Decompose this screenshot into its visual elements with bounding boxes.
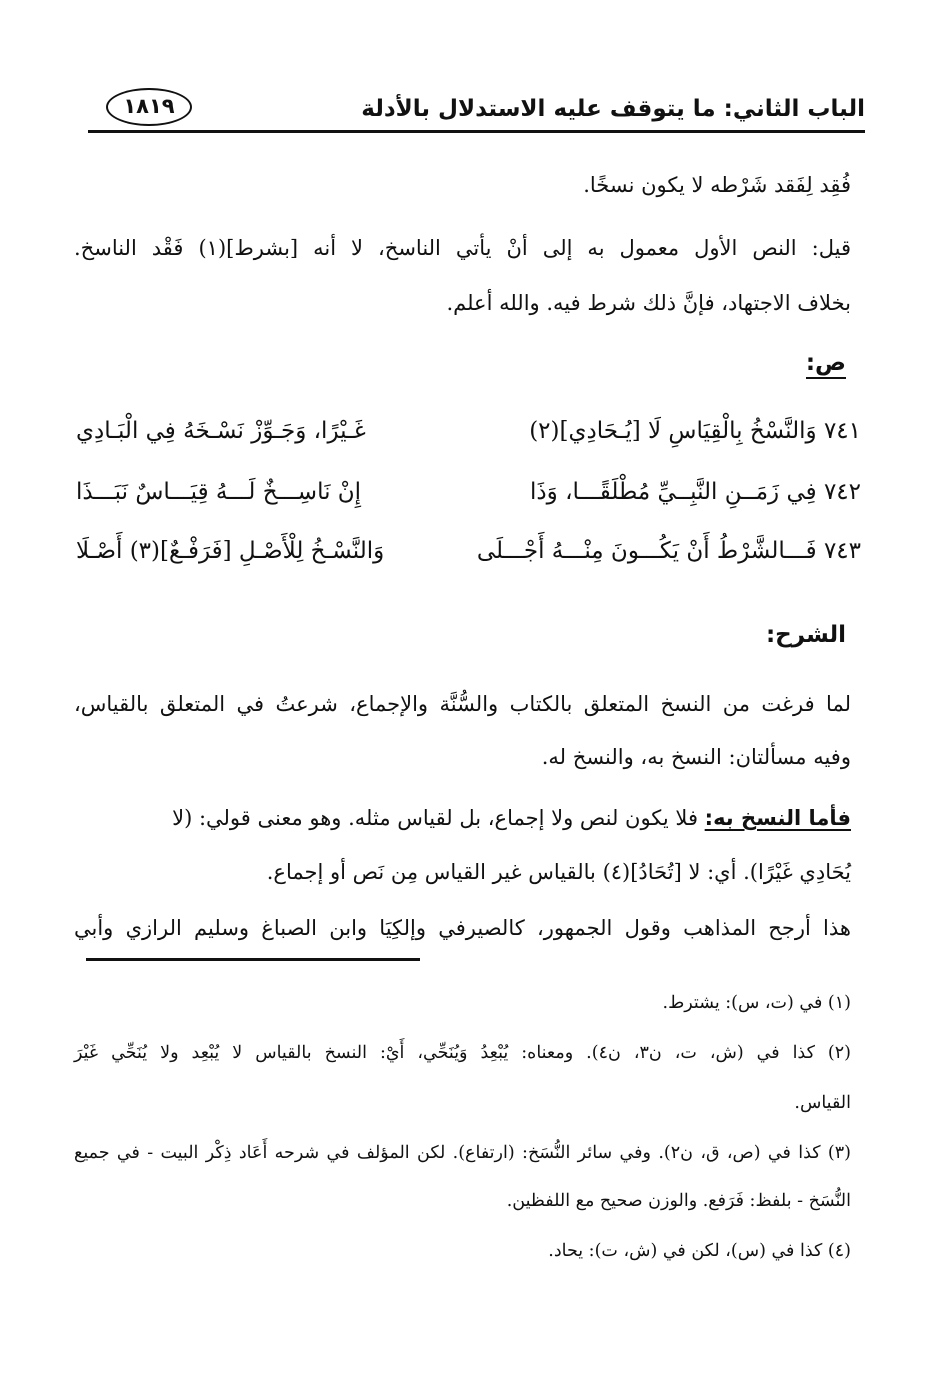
verse-line [76, 479, 861, 523]
footnote-4: (٤) كذا في (س)، لكن في (ش، ت): يحاد. [548, 1241, 851, 1261]
footnote-2-line2: القياس. [794, 1093, 851, 1113]
chapter-title: الباب الثاني: ما يتوقف عليه الاستدلال بالأدلة [361, 96, 865, 122]
verse-line [76, 538, 861, 582]
verse-first-hemistich: ٧٤١ وَالنَّسْخُ بِالْقِيَاسِ لَا [يُـحَادِي](٢) [529, 418, 861, 444]
verse-line [76, 418, 861, 462]
verse-second-hemistich: إِنْ نَاسِـــخٌ لَـــهُ قِيَـــاسٌ نَبَـــذَا [76, 479, 362, 505]
footnote-3-line2: النُّسَخ - بلفظ: فَرَفع. والوزن صحيح مع اللفظين. [506, 1191, 851, 1211]
commentary-p2-lead: فأما النسخ به: [704, 806, 851, 830]
footnote-3-line1: (٣) كذا في (ص، ق، ن٢). وفي سائر النُّسَخ: (ارتفاع). لكن المؤلف في شرحه أَعَاد ذِكْر البيت - في جميع [74, 1143, 851, 1163]
footnote-separator [86, 958, 420, 961]
verse-heading-label: ص: [806, 350, 846, 379]
commentary-p2-line1-text: فلا يكون لنص ولا إجماع، بل لقياس مثله. وهو معنى قولي: (لا [172, 806, 705, 830]
commentary-p2-line2: يُحَادِي غَيْرًا). أي: لا [تُحَادُ](٤) بالقياس غير القياس مِن نَص أو إجماع. [266, 860, 851, 884]
verse-second-hemistich: وَالنَّسْـخُ لِلْأَصْـلِ [فَرَفْـعٌ](٣) أَصْـلَا [76, 538, 385, 564]
verse-first-hemistich: ٧٤٣ فَـــالشَّرْطُ أَنْ يَكُـــونَ مِنْـــهُ أَجْـــلَى [476, 538, 861, 564]
commentary-p3-line1: هذا أرجح المذاهب وقول الجمهور، كالصيرفي وإلكِيَا وابن الصباغ وسليم الرازي وأبي [74, 916, 851, 940]
verse-heading [806, 350, 846, 376]
header-rule [88, 130, 865, 133]
commentary-p1-line2: وفيه مسألتان: النسخ به، والنسخ له. [541, 745, 851, 769]
verse-first-hemistich: ٧٤٢ فِي زَمَــنِ النَّبِــيِّ مُطْلَقًـــا، وَذَا [530, 479, 861, 505]
verse-second-hemistich: غَـيْرًا، وَجَـوِّزْ نَسْـخَهُ فِي الْبَـادِي [76, 418, 366, 444]
page-number-badge: ١٨١٩ [106, 88, 192, 126]
intro-line-2: قيل: النص الأول معمول به إلى أنْ يأتي الناسخ، لا أنه [بشرط](١) فَقْد الناسخ. [74, 236, 851, 260]
commentary-heading: الشرح: [765, 622, 846, 648]
running-header [88, 86, 865, 136]
intro-line-3: بخلاف الاجتهاد، فإنَّ ذلك شرط فيه. والله أعلم. [446, 291, 851, 315]
intro-line-1: فُقِد لِفَقد شَرْطه لا يكون نسخًا. [583, 173, 851, 197]
commentary-p1-line1: لما فرغت من النسخ المتعلق بالكتاب والسُّنَّة والإجماع، شرعتُ في المتعلق بالقياس، [74, 692, 851, 716]
commentary-p2-line1 [74, 803, 851, 833]
footnote-2-line1: (٢) كذا في (ش، ت، ن٣، ن٤). ومعناه: يُبْعِدُ وَيُنَحِّي، أَيْ: النسخ بالقياس لا يُبْعِد ولا يُنَحِّي غَيْرَ [74, 1043, 851, 1063]
footnote-1: (١) في (ت، س): يشترط. [662, 993, 851, 1013]
